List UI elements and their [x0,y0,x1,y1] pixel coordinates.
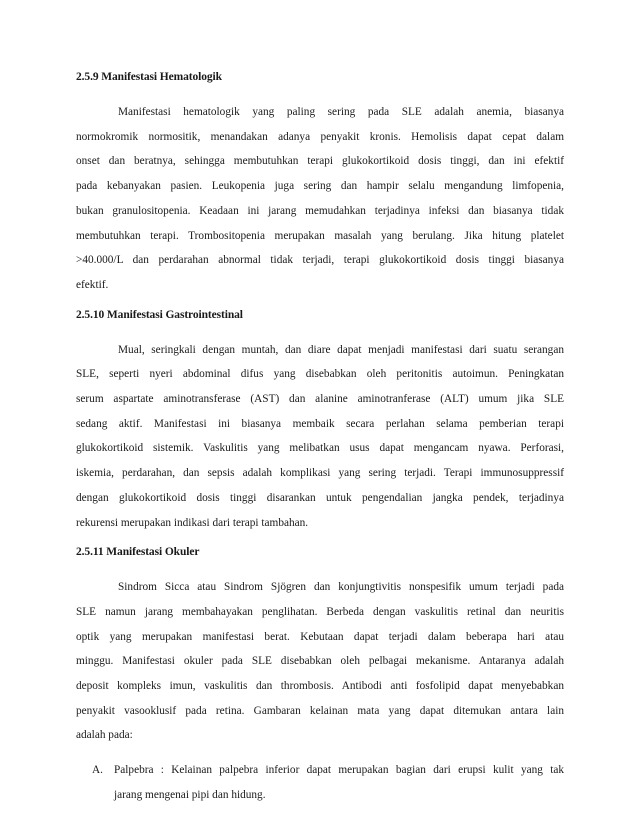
text-line: Mual, seringkali dengan muntah, dan diare dapat menjadi manifestasi dari suatu serangan [118,343,564,356]
text-line: >40.000/L dan perdarahan abnormal tidak terjadi, terapi glukokortikoid dosis tinggi biasanya [76,254,564,267]
text-line: glukokortikoid sistemik. Vaskulitis yang melibatkan usus dapat mengancam nyawa. Perforasi, [76,442,564,455]
text-line: membutuhkan terapi. Trombositopenia merupakan masalah yang berulang. Jika hitung platelet [76,229,564,242]
text-line: rekurensi merupakan indikasi dari terapi tambahan. [76,516,309,529]
section-heading: 2.5.9 Manifestasi Hematologik [76,71,222,83]
text-line: Manifestasi hematologik yang paling sering pada SLE adalah anemia, biasanya [118,106,564,118]
paragraph [76,338,564,536]
list-marker: A. [92,764,103,777]
section-gastrointestinal [76,308,564,536]
section-hematologik [76,70,564,298]
text-line: Palpebra : Kelainan palpebra inferior dapat merupakan bagian dari erupsi kulit yang tak [114,764,564,777]
text-line: efektif. [76,278,109,291]
text-line: jarang mengenai pipi dan hidung. [114,788,266,801]
ocular-findings-list [76,758,564,807]
text-line: deposit kompleks imun, vaskulitis dan thrombosis. Antibodi anti fosfolipid dapat menyebabkan [76,680,564,693]
text-line: optik yang merupakan manifestasi berat. Kebutaan dapat terjadi dalam beberapa hari atau [76,630,564,643]
text-line: sedang aktif. Manifestasi ini biasanya membaik secara perlahan selama pemberian terapi [76,417,564,430]
text-line: bukan granulositopenia. Keadaan ini jarang memudahkan terjadinya infeksi dan biasanya tidak [76,204,564,217]
text-line: iskemia, perdarahan, dan sepsis adalah komplikasi yang sering terjadi. Terapi immunosuppressif [76,467,564,480]
text-line: dengan glukokortikoid dosis tinggi disarankan untuk pengendalian jangka pendek, terjadinya [76,491,564,504]
text-line: pada kebanyakan pasien. Leukopenia juga sering dan hampir selalu mengandung limfopenia, [76,180,564,193]
text-line: SLE, seperti nyeri abdominal difus yang disebabkan oleh peritonitis autoimun. Peningkatan [76,368,564,381]
section-heading: 2.5.10 Manifestasi Gastrointestinal [76,308,243,321]
text-line: Sindrom Sicca atau Sindrom Sjögren dan konjungtivitis nonspesifik umum terjadi pada [118,581,564,594]
section-okuler [76,545,564,807]
text-line: normokromik normositik, menandakan adanya penyakit kronis. Hemolisis dapat cepat dalam [76,130,564,143]
text-line: onset dan beratnya, sehingga membutuhkan terapi glukokortikoid dosis tinggi, dan ini efektif [76,155,564,168]
section-heading: 2.5.11 Manifestasi Okuler [76,546,200,559]
text-line: serum aspartate aminotransferase (AST) dan alanine aminotranferase (ALT) umum jika SLE [76,393,564,406]
list-item [76,758,564,807]
text-line: SLE namun jarang membahayakan penglihatan. Berbeda dengan vaskulitis retinal dan neuritis [76,605,564,618]
text-line: minggu. Manifestasi okuler pada SLE disebabkan oleh pelbagai mekanisme. Antaranya adalah [76,655,564,668]
text-line: penyakit vasooklusif pada retina. Gambaran kelainan mata yang dapat ditemukan antara lain [76,704,564,717]
paragraph [76,100,564,298]
list-item-body [114,758,564,807]
text-line: adalah pada: [76,729,133,742]
paragraph [76,575,564,748]
